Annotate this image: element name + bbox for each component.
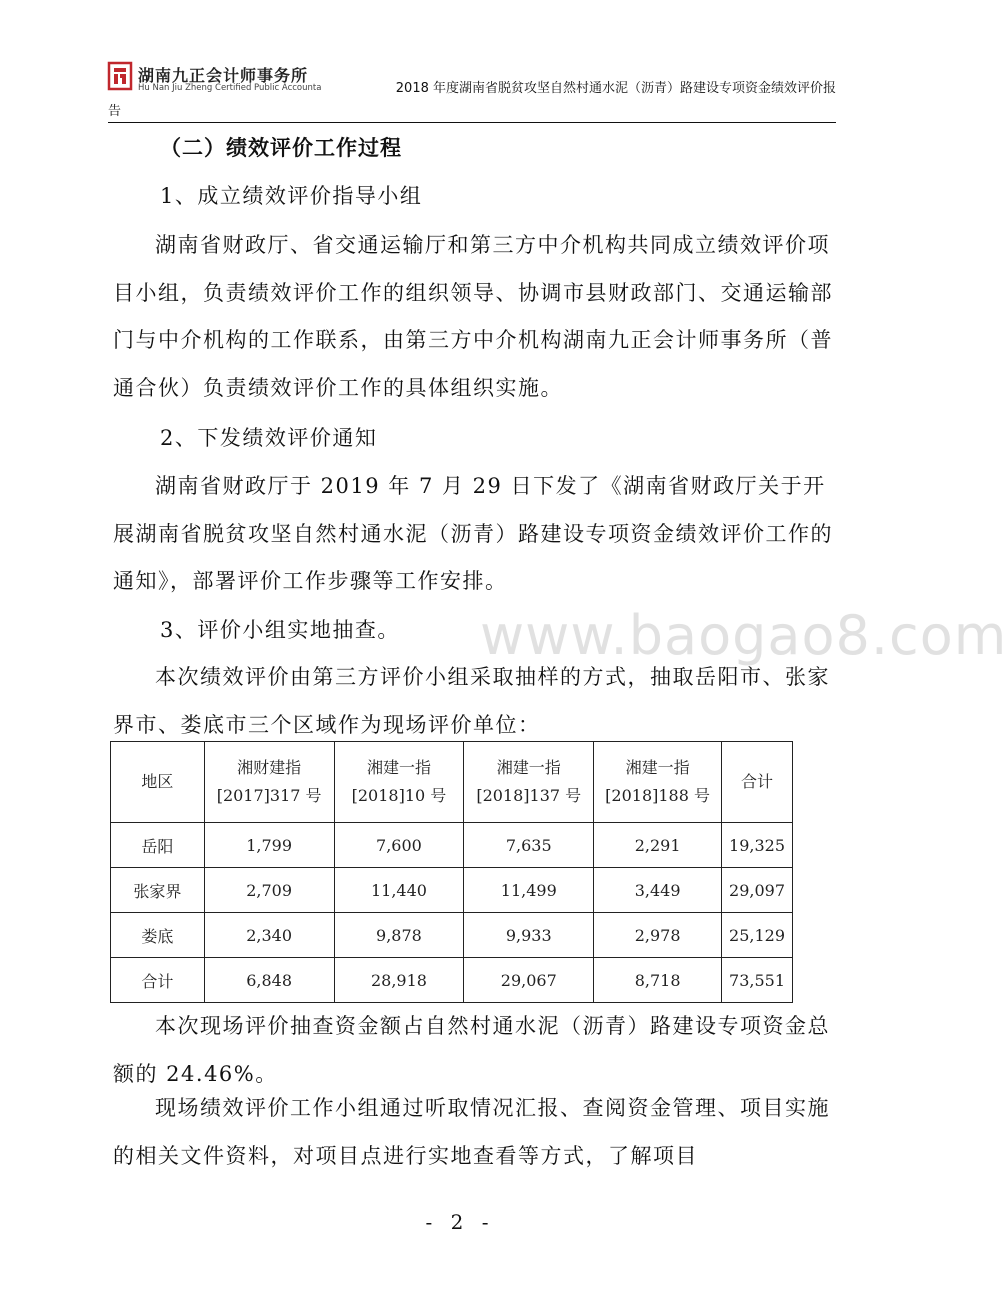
method-paragraph: 现场绩效评价工作小组通过听取情况汇报、查阅资金管理、项目实施的相关文件资料，对项目点进行实地查看等方式，了解项目 xyxy=(113,1096,830,1168)
step2-title: 2、下发绩效评价通知 xyxy=(160,426,378,450)
watermark: www.baogao8.com xyxy=(480,604,1007,667)
table-row xyxy=(111,913,793,958)
sampling-table xyxy=(110,741,793,1003)
amount-cell: 7,635 xyxy=(464,823,594,868)
header-divider xyxy=(108,122,836,123)
firm-logo-icon xyxy=(108,62,132,90)
amount-cell: 1,799 xyxy=(204,823,334,868)
total-cell: 19,325 xyxy=(722,823,793,868)
step3-intro: 本次绩效评价由第三方评价小组采取抽样的方式，抽取岳阳市、张家界市、娄底市三个区域作为现场评价单位： xyxy=(113,665,830,737)
total-cell: 73,551 xyxy=(722,958,793,1003)
header-cell: 湘财建指 [2017]317 号 xyxy=(204,742,334,823)
total-cell: 25,129 xyxy=(722,913,793,958)
amount-cell: 11,440 xyxy=(334,868,464,913)
region-cell: 岳阳 xyxy=(111,823,205,868)
amount-cell: 2,709 xyxy=(204,868,334,913)
ratio-paragraph: 本次现场评价抽查资金额占自然村通水泥（沥青）路建设专项资金总额的 24.46%。 xyxy=(113,1014,830,1086)
amount-cell: 2,340 xyxy=(204,913,334,958)
header-cell: 地区 xyxy=(111,742,205,823)
header-cell: 合计 xyxy=(722,742,793,823)
amount-cell: 11,499 xyxy=(464,868,594,913)
region-cell: 合计 xyxy=(111,958,205,1003)
table-row xyxy=(111,868,793,913)
amount-cell: 9,878 xyxy=(334,913,464,958)
step1-body: 湖南省财政厅、省交通运输厅和第三方中介机构共同成立绩效评价项目小组，负责绩效评价工作的组织领导、协调市县财政部门、交通运输部门与中介机构的工作联系，由第三方中介机构湖南九正会计师事务所（普通合伙）负责绩效评价工作的具体组织实施。 xyxy=(113,233,833,400)
amount-cell: 8,718 xyxy=(594,958,722,1003)
amount-cell: 6,848 xyxy=(204,958,334,1003)
header-cell: 湘建一指 [2018]137 号 xyxy=(464,742,594,823)
header-cell: 湘建一指 [2018]10 号 xyxy=(334,742,464,823)
region-cell: 张家界 xyxy=(111,868,205,913)
table-total-row xyxy=(111,958,793,1003)
amount-cell: 9,933 xyxy=(464,913,594,958)
amount-cell: 2,978 xyxy=(594,913,722,958)
page-number: - 2 - xyxy=(425,1210,495,1234)
total-cell: 29,097 xyxy=(722,868,793,913)
page-header xyxy=(108,60,836,126)
amount-cell: 2,291 xyxy=(594,823,722,868)
table-header-row xyxy=(111,742,793,823)
table-row xyxy=(111,823,793,868)
section-title: （二）绩效评价工作过程 xyxy=(160,135,402,160)
step2-body: 湖南省财政厅于 2019 年 7 月 29 日下发了《湖南省财政厅关于开展湖南省脱贫攻坚自然村通水泥（沥青）路建设专项资金绩效评价工作的通知》，部署评价工作步骤等工作安排。 xyxy=(113,474,833,593)
report-title: 2018 年度湖南省脱贫攻坚自然村通水泥（沥青）路建设专项资金绩效评价报 xyxy=(395,81,836,96)
amount-cell: 28,918 xyxy=(334,958,464,1003)
amount-cell: 7,600 xyxy=(334,823,464,868)
header-cell: 湘建一指 [2018]188 号 xyxy=(594,742,722,823)
amount-cell: 3,449 xyxy=(594,868,722,913)
firm-name-cn: 湖南九正会计师事务所 xyxy=(138,66,309,85)
region-cell: 娄底 xyxy=(111,913,205,958)
amount-cell: 29,067 xyxy=(464,958,594,1003)
report-title-tail: 告 xyxy=(108,104,122,119)
step3-title: 3、评价小组实地抽查。 xyxy=(160,618,400,642)
step1-title: 1、成立绩效评价指导小组 xyxy=(160,184,423,208)
firm-name-en: Hu Nan Jiu Zheng Certified Public Accounta xyxy=(138,83,322,93)
